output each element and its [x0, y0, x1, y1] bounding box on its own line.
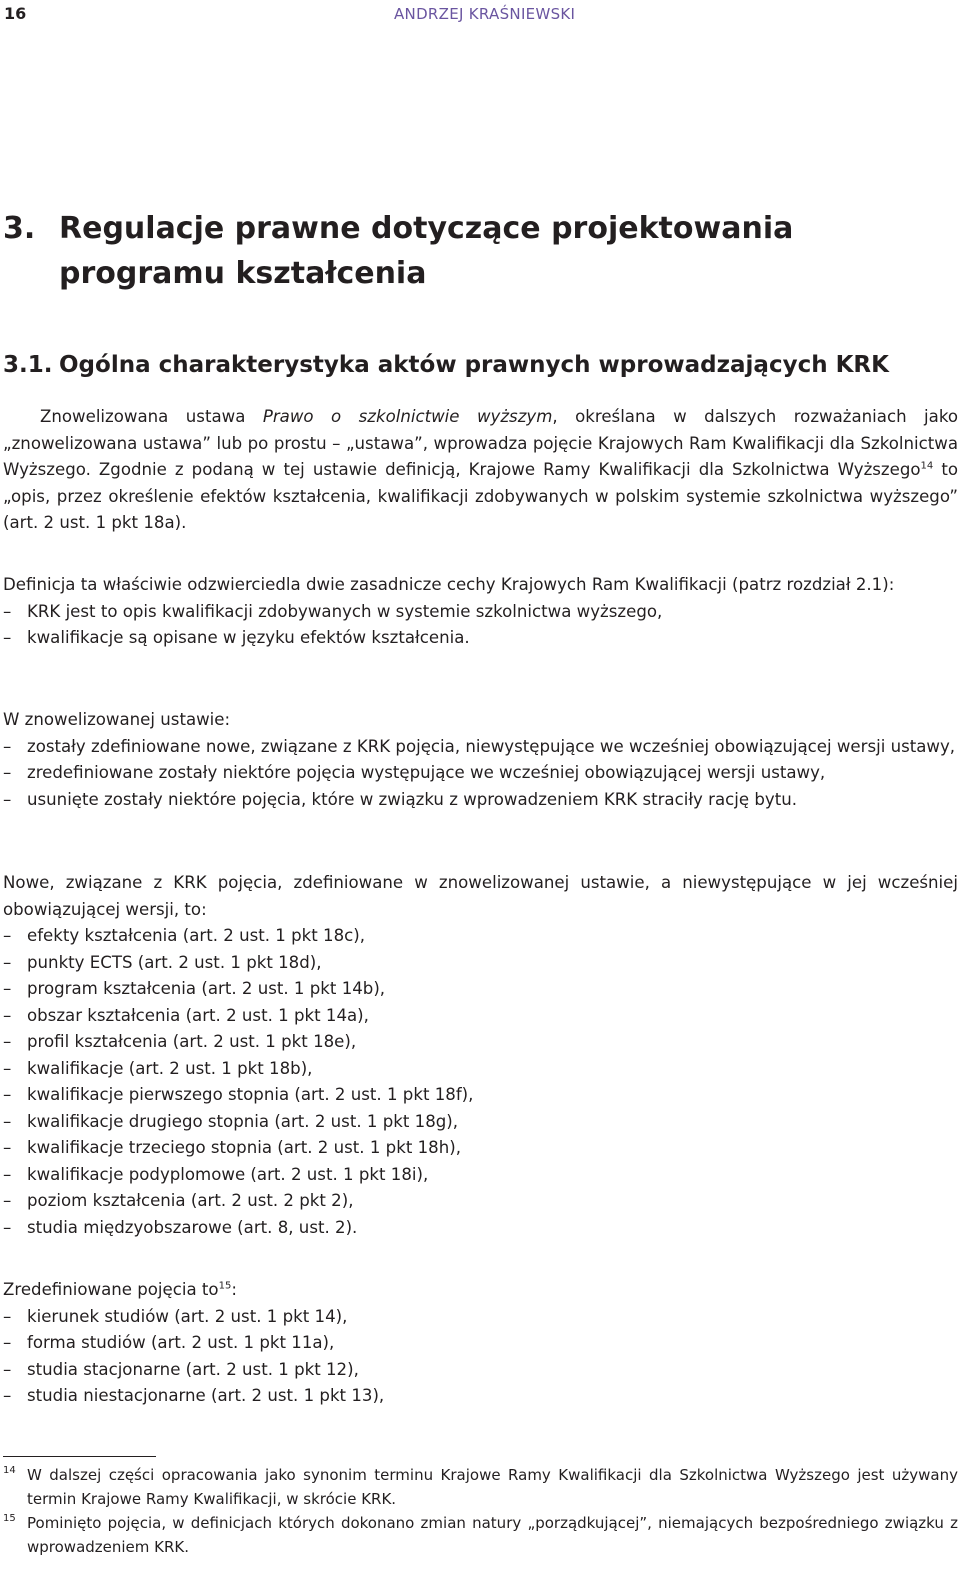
paragraph-text: [3, 404, 958, 537]
footnote-ref-14[interactable]: 14: [920, 460, 934, 472]
list-item: – poziom kształcenia (art. 2 ust. 2 pkt 2),: [3, 1188, 958, 1215]
list-item: – kwalifikacje podyplomowe (art. 2 ust. 1 pkt 18i),: [3, 1162, 958, 1189]
paragraph-amended-act: [3, 707, 958, 813]
list-item: – kwalifikacje trzeciego stopnia (art. 2 ust. 1 pkt 18h),: [3, 1135, 958, 1162]
list-item: – punkty ECTS (art. 2 ust. 1 pkt 18d),: [3, 950, 958, 977]
footnote-mark: 14: [3, 1465, 16, 1476]
footnote-mark: 15: [3, 1513, 16, 1524]
paragraph-redefined-concepts: [3, 1277, 958, 1410]
text-run: to „opis, przez określenie efektów kształcenia, kwalifikacji zdobywanych w polskim systemie szkolnictwa wyższego” (art. 2 ust. 1 pkt 18a).: [3, 460, 958, 532]
paragraph-krk-definition: [3, 404, 958, 537]
footnote-ref-15[interactable]: 15: [218, 1280, 232, 1292]
footnote-15: [3, 1511, 958, 1559]
text-run: :: [231, 1280, 237, 1299]
list-item: – zostały zdefiniowane nowe, związane z KRK pojęcia, niewystępujące we wcześniej obowiązującej wersji ustawy,: [3, 734, 958, 761]
section-number: 3.1.: [3, 352, 53, 378]
running-head: ANDRZEJ KRAŚNIEWSKI: [394, 5, 576, 23]
dash-list: [3, 734, 958, 814]
text-run: , określana w dalszych rozważaniach jako „znowelizowana ustawa” lub po prostu – „ustawa”, wprowadza pojęcie Krajowych Ram Kwalifikacji dla Szkolnictwa Wyższego. Zgodnie z podaną w tej ustawie definicją, Krajowe Ramy Kwalifikacji dla Szkolnictwa Wyższego: [3, 407, 959, 479]
dash-list: [3, 1304, 958, 1410]
chapter-title-text: Regulacje prawne dotyczące projektowania programu kształcenia: [59, 211, 794, 291]
list-item: – kwalifikacje (art. 2 ust. 1 pkt 18b),: [3, 1056, 958, 1083]
paragraph-definition-features: [3, 572, 958, 652]
list-item: – zredefiniowane zostały niektóre pojęcia występujące we wcześniej obowiązującej wersji ustawy,: [3, 760, 958, 787]
list-item: – studia niestacjonarne (art. 2 ust. 1 pkt 13),: [3, 1383, 958, 1410]
list-item: – program kształcenia (art. 2 ust. 1 pkt 14b),: [3, 976, 958, 1003]
dash-list: [3, 599, 958, 652]
list-item: – studia międzyobszarowe (art. 8, ust. 2).: [3, 1215, 958, 1242]
list-item: – kwalifikacje drugiego stopnia (art. 2 ust. 1 pkt 18g),: [3, 1109, 958, 1136]
section-title: [3, 347, 958, 383]
page-number: 16: [4, 4, 27, 23]
footnote-text: W dalszej części opracowania jako synonim terminu Krajowe Ramy Kwalifikacji dla Szkolnictwa Wyższego jest używany termin Krajowe Ramy Kwalifikacji, w skrócie KRK.: [27, 1466, 958, 1508]
dash-list: [3, 923, 958, 1241]
list-item: – kierunek studiów (art. 2 ust. 1 pkt 14),: [3, 1304, 958, 1331]
footnote-text: Pominięto pojęcia, w definicjach których dokonano zmian natury „porządkującej”, niemających bezpośredniego związku z wprowadzeniem KRK.: [27, 1514, 958, 1556]
footnotes: [3, 1463, 958, 1559]
footnote-14: [3, 1463, 958, 1511]
list-item: – kwalifikacje pierwszego stopnia (art. 2 ust. 1 pkt 18f),: [3, 1082, 958, 1109]
list-item: – kwalifikacje są opisane w języku efektów kształcenia.: [3, 625, 958, 652]
list-item: – usunięte zostały niektóre pojęcia, które w związku z wprowadzeniem KRK straciły rację bytu.: [3, 787, 958, 814]
act-title-italic: Prawo o szkolnictwie wyższym: [262, 407, 553, 426]
chapter-title: [3, 206, 958, 296]
list-item: – obszar kształcenia (art. 2 ust. 1 pkt 14a),: [3, 1003, 958, 1030]
footnote-divider: [3, 1456, 156, 1457]
list-item: – studia stacjonarne (art. 2 ust. 1 pkt 12),: [3, 1357, 958, 1384]
text-run: Znowelizowana ustawa: [40, 407, 263, 426]
list-item: – profil kształcenia (art. 2 ust. 1 pkt 18e),: [3, 1029, 958, 1056]
list-item: – KRK jest to opis kwalifikacji zdobywanych w systemie szkolnictwa wyższego,: [3, 599, 958, 626]
section-title-text: Ogólna charakterystyka aktów prawnych wprowadzających KRK: [59, 352, 889, 378]
list-item: – forma studiów (art. 2 ust. 1 pkt 11a),: [3, 1330, 958, 1357]
chapter-number: 3.: [3, 211, 36, 246]
paragraph-intro: Nowe, związane z KRK pojęcia, zdefiniowane w znowelizowanej ustawie, a niewystępujące w jej wcześniej obowiązującej wersji, to:: [3, 873, 958, 919]
list-item: – efekty kształcenia (art. 2 ust. 1 pkt 18c),: [3, 923, 958, 950]
paragraph-intro: [3, 1277, 958, 1304]
text-run: Zredefiniowane pojęcia to: [3, 1280, 219, 1299]
paragraph-intro: Definicja ta właściwie odzwierciedla dwie zasadnicze cechy Krajowych Ram Kwalifikacji (patrz rozdział 2.1):: [3, 575, 895, 594]
paragraph-intro: W znowelizowanej ustawie:: [3, 710, 231, 729]
page-header: [0, 4, 960, 28]
paragraph-new-concepts: [3, 870, 958, 1241]
